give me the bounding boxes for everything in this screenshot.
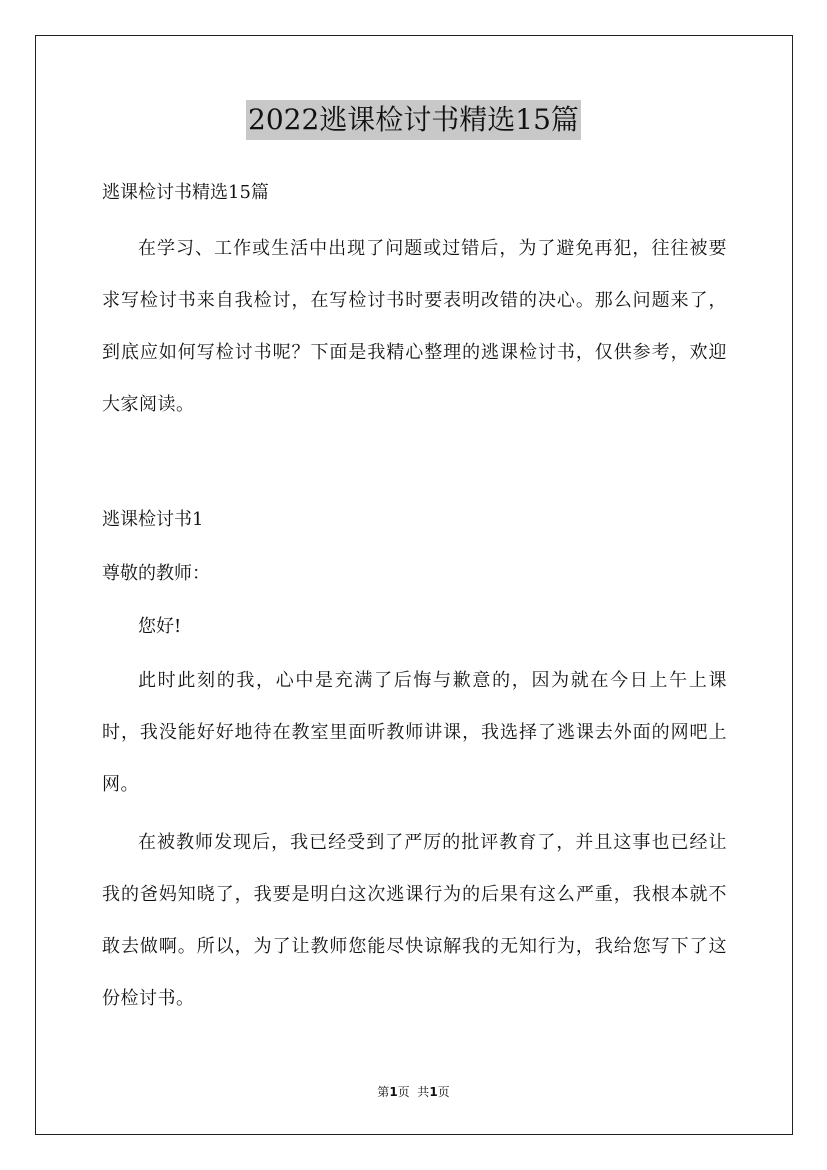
document-subtitle: 逃课检讨书精选15篇 [102,182,269,203]
body-paragraph-2: 在被教师发现后，我已经受到了严厉的批评教育了，并且这事也已经让我的爸妈知晓了，我要是明白这次逃课行为的后果有这么严重，我根本就不敢去做啊。所以，为了让教师您能尽快谅解我的无知行为，我给您写下了这份检讨书。 [102,832,727,1009]
greeting: 您好! [138,616,182,637]
footer-page-prefix: 第 [377,1085,390,1099]
footer-page-mid: 页 共 [397,1085,430,1099]
title-container [0,100,827,140]
footer-page-total: 1 [429,1085,438,1099]
footer-page-suffix: 页 [437,1085,450,1099]
body-paragraph-1: 此时此刻的我，心中是充满了后悔与歉意的，因为就在今日上午上课时，我没能好好地待在教室里面听教师讲课，我选择了逃课去外面的网吧上网。 [102,670,727,795]
intro-paragraph: 在学习、工作或生活中出现了问题或过错后，为了避免再犯，往往被要求写检讨书来自我检讨，在写检讨书时要表明改错的决心。那么问题来了，到底应如何写检讨书呢？下面是我精心整理的逃课检讨书，仅供参考，欢迎大家阅读。 [102,238,727,415]
document-title: 2022逃课检讨书精选15篇 [246,100,581,140]
salutation: 尊敬的教师： [102,563,210,584]
page-footer [0,1084,827,1100]
section-heading: 逃课检讨书1 [102,509,204,530]
footer-page-current: 1 [389,1085,398,1099]
